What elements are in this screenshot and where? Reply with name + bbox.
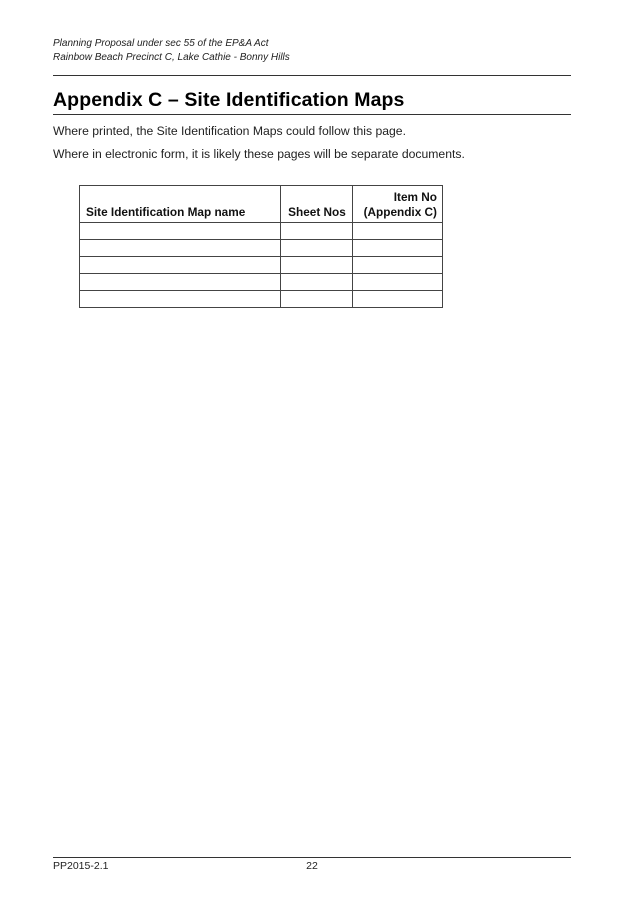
table-header-row	[80, 186, 443, 223]
table-row	[80, 291, 443, 308]
table-cell	[80, 291, 281, 308]
column-header-map-name: Site Identification Map name	[80, 186, 281, 223]
table-cell	[353, 223, 443, 240]
header-document-subtitle: Rainbow Beach Precinct C, Lake Cathie - Bonny Hills	[53, 52, 290, 63]
table-cell	[281, 291, 353, 308]
table-cell	[281, 240, 353, 257]
column-header-item-no-line2: (Appendix C)	[363, 205, 437, 219]
column-header-item-no	[353, 186, 443, 223]
table-cell	[353, 257, 443, 274]
table-cell	[80, 257, 281, 274]
column-header-sheet-nos: Sheet Nos	[281, 186, 353, 223]
table-cell	[80, 240, 281, 257]
page-header	[53, 37, 571, 65]
table-row	[80, 274, 443, 291]
table-cell	[281, 257, 353, 274]
table-row	[80, 257, 443, 274]
table-cell	[353, 240, 443, 257]
header-divider	[53, 75, 571, 76]
table-cell	[281, 274, 353, 291]
header-document-title: Planning Proposal under sec 55 of the EP&A Act	[53, 38, 269, 49]
footer-document-code: PP2015-2.1	[53, 860, 109, 872]
paragraph-printed-note: Where printed, the Site Identification Maps could follow this page.	[53, 124, 406, 138]
footer-divider	[53, 857, 571, 858]
title-divider	[53, 114, 571, 115]
table-cell	[353, 274, 443, 291]
footer-page-number: 22	[306, 860, 318, 872]
paragraph-electronic-note: Where in electronic form, it is likely these pages will be separate documents.	[53, 147, 465, 161]
table-row	[80, 223, 443, 240]
column-header-item-no-line1: Item No	[393, 190, 437, 204]
table-row	[80, 240, 443, 257]
table-cell	[80, 223, 281, 240]
site-identification-maps-table	[79, 185, 443, 308]
table-cell	[80, 274, 281, 291]
table-cell	[353, 291, 443, 308]
table-cell	[281, 223, 353, 240]
page-title: Appendix C – Site Identification Maps	[53, 89, 405, 111]
